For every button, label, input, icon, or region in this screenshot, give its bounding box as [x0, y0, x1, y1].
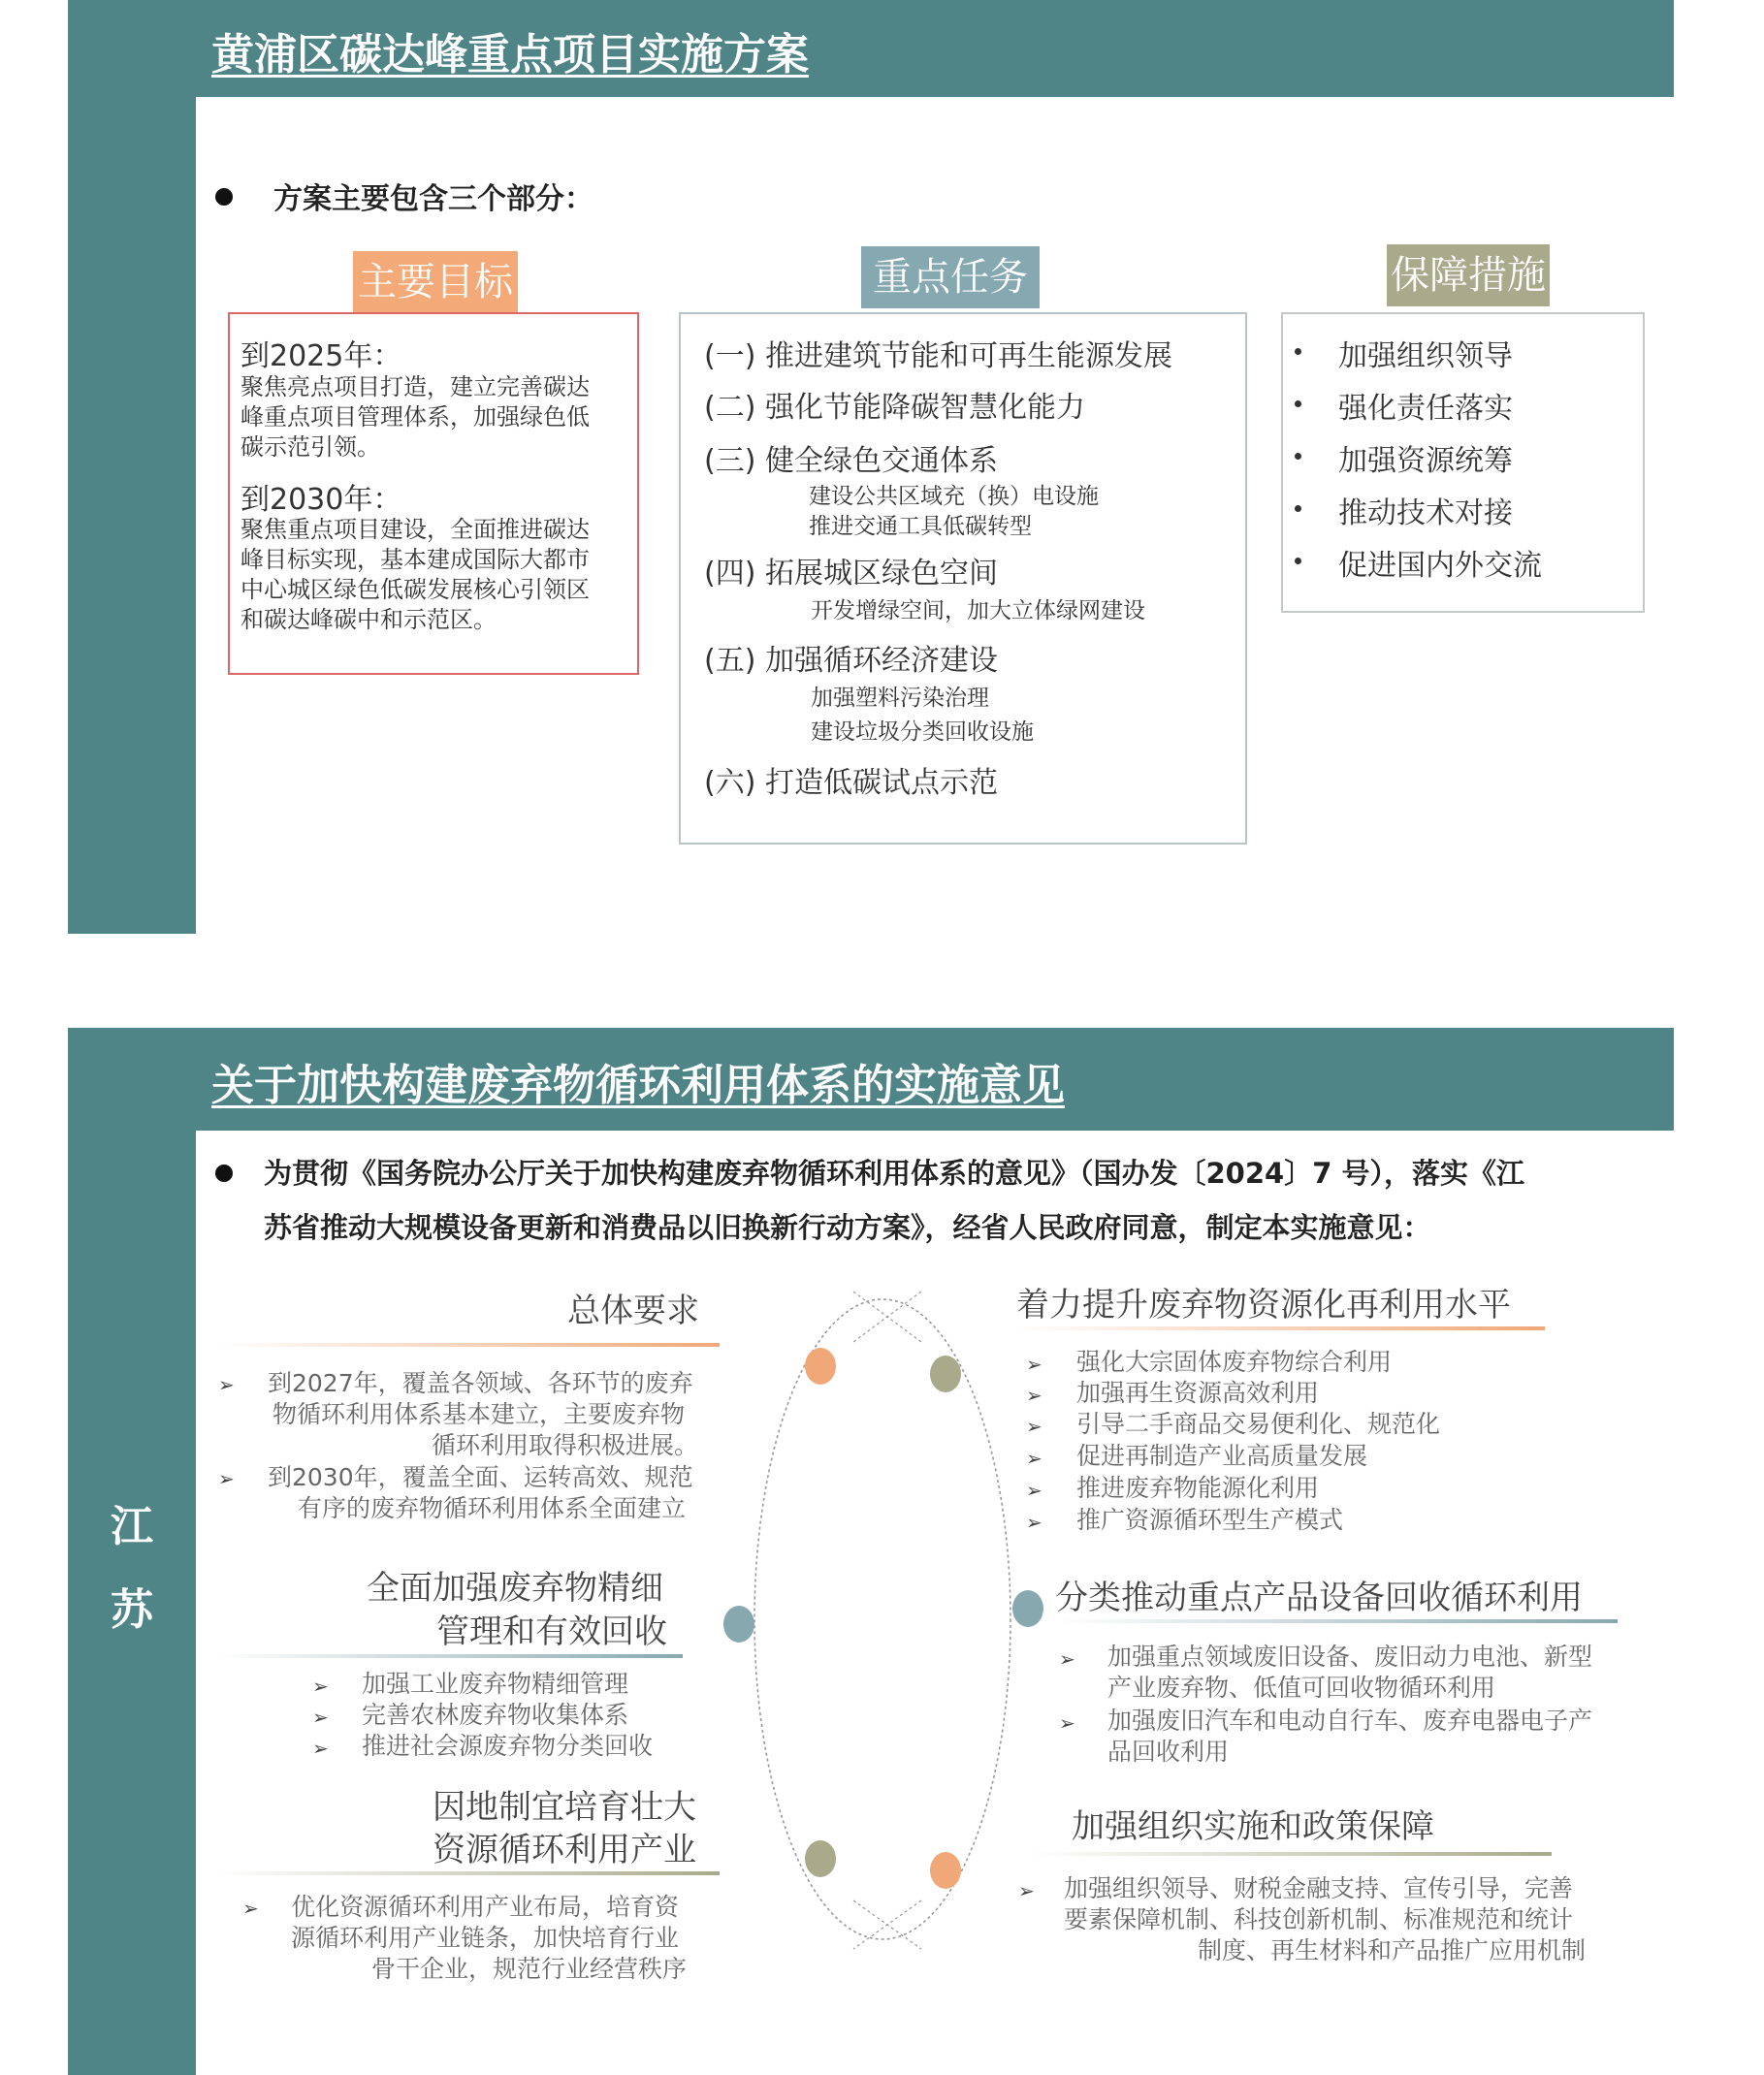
arrow-icon: ➢ — [312, 1675, 329, 1698]
task-5-sub-2: 建设垃圾分类回收设施 — [811, 719, 1034, 745]
classify-item-2-line-1: 加强废旧汽车和电动自行车、废弃电器电子产 — [1107, 1707, 1593, 1735]
arrow-icon: ➢ — [1026, 1511, 1042, 1534]
guarantee-heading: 加强组织实施和政策保障 — [1072, 1807, 1434, 1846]
reuse-underline — [1016, 1326, 1545, 1330]
arrow-icon: ➢ — [242, 1897, 259, 1920]
goal-2030-line-4: 和碳达峰碳中和示范区。 — [241, 606, 497, 633]
arrow-icon: ➢ — [1059, 1711, 1075, 1735]
measure-bullet-icon — [1295, 400, 1301, 407]
arrow-icon: ➢ — [1026, 1479, 1042, 1502]
task-5: (五) 加强循环经济建设 — [704, 644, 998, 678]
arrow-icon: ➢ — [218, 1467, 235, 1490]
industry-line-2: 源循环利用产业链条，加快培育行业 — [291, 1924, 680, 1952]
cycle-node-olive-bottom — [805, 1840, 836, 1877]
goal-2025-heading: 到2025年： — [241, 339, 402, 373]
measure-bullet-icon — [1295, 558, 1301, 564]
goal-2025-line-2: 峰重点项目管理体系，加强绿色低 — [241, 403, 590, 431]
cycle-node-blue-left — [723, 1606, 754, 1643]
reuse-item-2: 加强再生资源高效利用 — [1076, 1379, 1320, 1407]
goal-2030-heading: 到2030年： — [241, 483, 402, 517]
refine-item-1: 加强工业废弃物精细管理 — [362, 1670, 629, 1698]
overall-heading: 总体要求 — [567, 1292, 699, 1330]
arrow-icon: ➢ — [1026, 1447, 1042, 1470]
guarantee-line-2: 要素保障机制、科技创新机制、标准规范和统计 — [1064, 1905, 1574, 1933]
classify-underline — [1055, 1619, 1618, 1623]
classify-item-1-line-1: 加强重点领域废旧设备、废旧动力电池、新型 — [1107, 1643, 1593, 1671]
cycle-ellipse-graphic — [708, 1280, 1057, 1959]
arrow-icon: ➢ — [1026, 1415, 1042, 1438]
measure-item-5: 促进国内外交流 — [1338, 549, 1542, 583]
refine-heading-line-2: 管理和有效回收 — [436, 1612, 667, 1651]
overall-underline — [215, 1343, 720, 1347]
guarantee-underline — [1028, 1852, 1552, 1856]
arrow-icon: ➢ — [1026, 1353, 1042, 1376]
goals-tag: 主要目标 — [353, 251, 518, 313]
classify-item-2-line-2: 品回收利用 — [1107, 1738, 1230, 1766]
side-label-jiang: 江 — [111, 1502, 153, 1551]
arrow-icon: ➢ — [1059, 1647, 1075, 1671]
industry-heading-line-2: 资源循环利用产业 — [433, 1831, 696, 1869]
section1-intro: 方案主要包含三个部分： — [273, 182, 593, 216]
tasks-tag: 重点任务 — [861, 246, 1040, 308]
goal-2025-line-1: 聚焦亮点项目打造，建立完善碳达 — [241, 373, 590, 400]
refine-item-3: 推进社会源废弃物分类回收 — [362, 1732, 654, 1760]
goal-2025-line-3: 碳示范引领。 — [241, 433, 380, 461]
measure-item-2: 强化责任落实 — [1338, 392, 1513, 426]
cycle-node-orange-top — [805, 1348, 836, 1385]
reuse-item-1: 强化大宗固体废弃物综合利用 — [1076, 1348, 1393, 1376]
task-4-sub-1: 开发增绿空间，加大立体绿网建设 — [811, 598, 1145, 623]
reuse-item-4: 促进再制造产业高质量发展 — [1076, 1442, 1368, 1470]
reuse-heading: 着力提升废弃物资源化再利用水平 — [1016, 1286, 1511, 1325]
measure-bullet-icon — [1295, 453, 1301, 460]
section1-sidebar — [68, 0, 196, 934]
section2-intro-line-2: 苏省推动大规模设备更新和消费品以旧换新行动方案》，经省人民政府同意，制定本实施意见： — [264, 1211, 1431, 1244]
measure-item-4: 推动技术对接 — [1338, 496, 1513, 530]
side-label-su: 苏 — [111, 1585, 153, 1635]
guarantee-line-3: 制度、再生材料和产品推广应用机制 — [1198, 1936, 1587, 1964]
overall-2027-line-1: 到2027年，覆盖各领域、各环节的废弃 — [268, 1369, 693, 1397]
arrow-icon: ➢ — [218, 1373, 235, 1396]
task-4: (四) 拓展城区绿色空间 — [704, 557, 998, 591]
reuse-item-3: 引导二手商品交易便利化、规范化 — [1076, 1410, 1441, 1438]
measures-tag: 保障措施 — [1387, 244, 1550, 306]
task-6: (六) 打造低碳试点示范 — [704, 766, 998, 800]
task-2: (二) 强化节能降碳智慧化能力 — [704, 391, 1085, 425]
overall-2027-line-2: 物循环利用体系基本建立，主要废弃物 — [273, 1400, 686, 1428]
industry-line-3: 骨干企业，规范行业经营秩序 — [371, 1955, 688, 1983]
industry-heading-line-1: 因地制宜培育壮大 — [433, 1788, 696, 1827]
overall-2030-line-2: 有序的废弃物循环利用体系全面建立 — [298, 1494, 687, 1522]
goal-2030-line-1: 聚焦重点项目建设，全面推进碳达 — [241, 516, 590, 543]
section2-title: 关于加快构建废弃物循环利用体系的实施意见 — [211, 1061, 1065, 1110]
arrow-icon: ➢ — [312, 1737, 329, 1760]
refine-heading-line-1: 全面加强废弃物精细 — [367, 1569, 663, 1608]
goal-2030-line-3: 中心城区绿色低碳发展核心引领区 — [241, 576, 590, 603]
task-3-sub-1: 建设公共区域充（换）电设施 — [809, 484, 1099, 509]
measure-bullet-icon — [1295, 348, 1301, 355]
reuse-item-5: 推进废弃物能源化利用 — [1076, 1474, 1320, 1502]
task-5-sub-1: 加强塑料污染治理 — [811, 686, 989, 711]
arrow-icon: ➢ — [1018, 1879, 1035, 1902]
industry-underline — [215, 1871, 720, 1875]
section2-bullet-icon — [215, 1165, 233, 1182]
measure-bullet-icon — [1295, 505, 1301, 512]
classify-item-1-line-2: 产业废弃物、低值可回收物循环利用 — [1107, 1674, 1496, 1702]
arrow-icon: ➢ — [1026, 1384, 1042, 1407]
task-3-sub-2: 推进交通工具低碳转型 — [809, 514, 1032, 539]
measure-item-1: 加强组织领导 — [1338, 339, 1513, 373]
overall-2027-line-3: 循环利用取得积极进展。 — [432, 1431, 699, 1459]
goal-2030-line-2: 峰目标实现，基本建成国际大都市 — [241, 546, 590, 573]
classify-heading: 分类推动重点产品设备回收循环利用 — [1055, 1579, 1583, 1617]
refine-underline — [215, 1654, 683, 1658]
measure-item-3: 加强资源统筹 — [1338, 444, 1513, 478]
guarantee-line-1: 加强组织领导、财税金融支持、宣传引导，完善 — [1064, 1874, 1574, 1902]
section2-intro-line-1: 为贯彻《国务院办公厅关于加快构建废弃物循环利用体系的意见》（国办发〔2024〕7 号），落实《江 — [264, 1157, 1524, 1190]
task-1: (一) 推进建筑节能和可再生能源发展 — [704, 339, 1172, 373]
refine-item-2: 完善农林废弃物收集体系 — [362, 1701, 629, 1729]
overall-2030-line-1: 到2030年，覆盖全面、运转高效、规范 — [268, 1463, 693, 1491]
cycle-node-blue-right — [1012, 1590, 1043, 1627]
reuse-item-6: 推广资源循环型生产模式 — [1076, 1506, 1344, 1534]
arrow-icon: ➢ — [312, 1706, 329, 1729]
cycle-node-orange-bottom — [930, 1852, 961, 1889]
cycle-ellipse-outline — [754, 1299, 1010, 1939]
cycle-node-olive-top — [930, 1356, 961, 1392]
section1-title: 黄浦区碳达峰重点项目实施方案 — [211, 30, 809, 80]
task-3: (三) 健全绿色交通体系 — [704, 444, 998, 478]
section1-bullet-icon — [215, 188, 233, 206]
industry-line-1: 优化资源循环利用产业布局，培育资 — [291, 1893, 680, 1921]
